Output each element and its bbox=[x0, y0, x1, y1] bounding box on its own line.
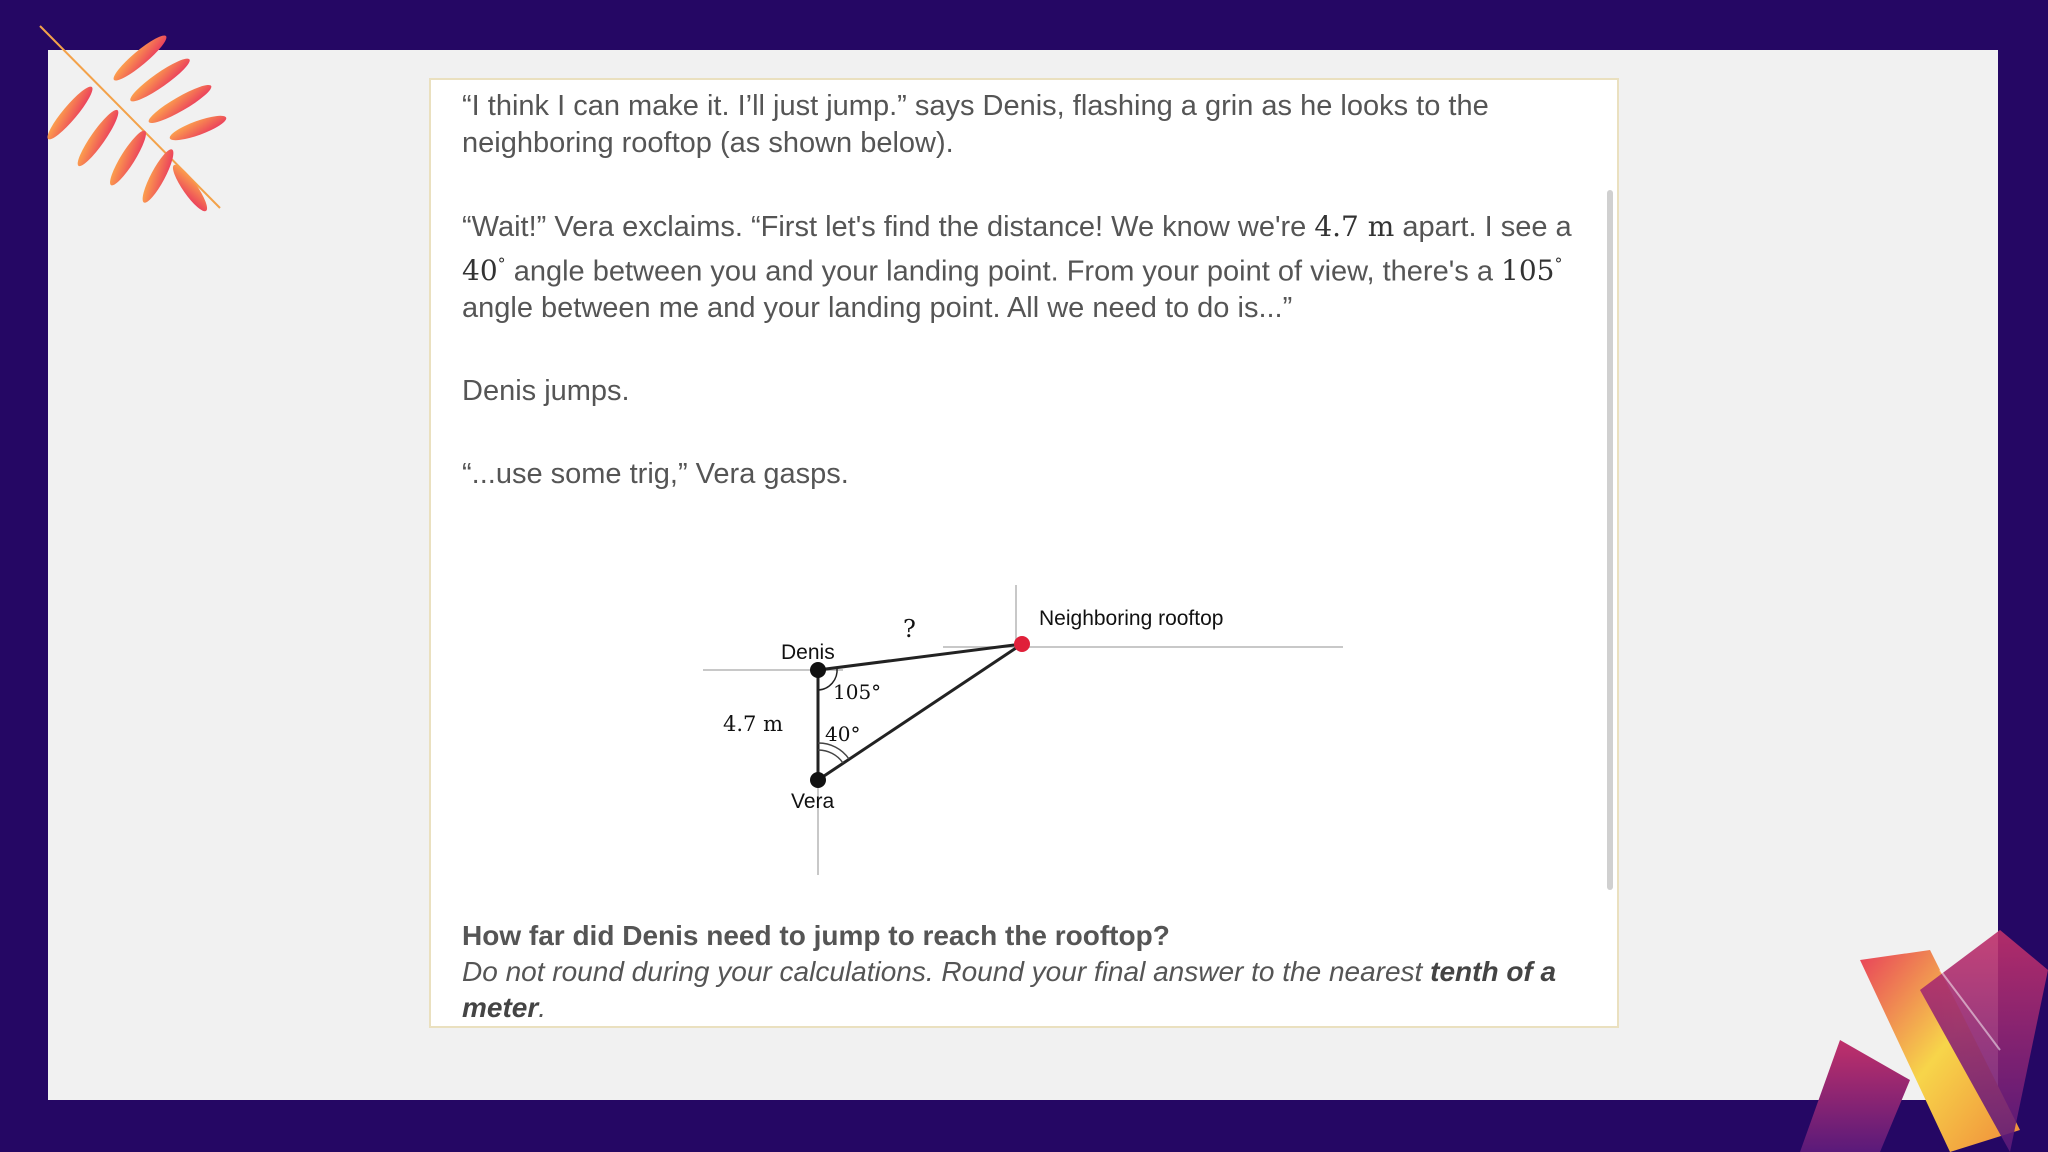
problem-card bbox=[429, 78, 1619, 1028]
denis-label: Denis bbox=[781, 641, 835, 664]
angle-105-label: 105° bbox=[833, 680, 882, 704]
side-length-label: 4.7 m bbox=[723, 712, 783, 736]
question-block bbox=[462, 918, 1582, 1026]
vera-point bbox=[810, 772, 826, 788]
unknown-distance-label: ? bbox=[903, 615, 916, 643]
paragraph-trig: “...use some trig,” Vera gasps. bbox=[462, 458, 849, 491]
tenth-of-meter-emphasis: tenth of a meter bbox=[462, 956, 1557, 1023]
angle-40-value: 40° bbox=[462, 254, 506, 288]
paragraph-vera: “Wait!” Vera exclaims. “First let's find the distance! We know we're 4.7 m apart. I see a 40° angle between you and your landing point. From your point of view, there's a 105° angle between me and your landing point. All we need to do is...” bbox=[462, 210, 1572, 325]
vera-label: Vera bbox=[791, 790, 835, 813]
paragraph-jumps: Denis jumps. bbox=[462, 375, 630, 408]
scrollbar[interactable] bbox=[1607, 190, 1613, 890]
denis-point bbox=[810, 662, 826, 678]
side-vera-rooftop bbox=[818, 644, 1022, 780]
angle-105-value: 105° bbox=[1501, 254, 1563, 288]
rooftop-point bbox=[1014, 636, 1030, 652]
paragraph-intro: “I think I can make it. I’ll just jump.” says Denis, flashing a grin as he looks to the neighboring rooftop (as shown below). bbox=[462, 90, 1489, 159]
problem-text bbox=[462, 88, 1572, 539]
angle-40-label: 40° bbox=[825, 722, 861, 746]
triangle-diagram bbox=[703, 565, 1343, 895]
rounding-instruction: Do not round during your calculations. Round your final answer to the nearest tenth of a meter. bbox=[462, 956, 1557, 1023]
distance-value: 4.7 m bbox=[1314, 210, 1395, 243]
question-text: How far did Denis need to jump to reach the rooftop? bbox=[462, 920, 1170, 951]
fern-leaf-decoration bbox=[30, 18, 240, 228]
angle-arc-vera-1 bbox=[818, 750, 843, 763]
tropical-leaf-decoration bbox=[1800, 930, 2048, 1152]
rooftop-label: Neighboring rooftop bbox=[1039, 607, 1224, 630]
